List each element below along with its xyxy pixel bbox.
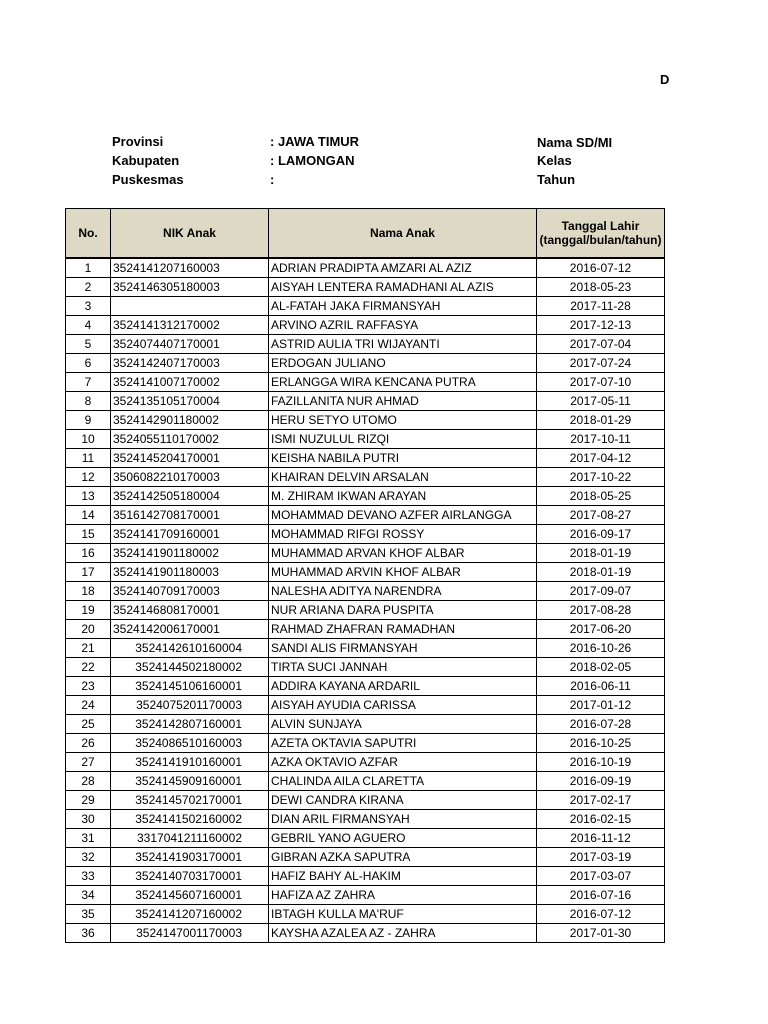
cell-nik: 3317041211160002	[111, 829, 269, 848]
table-row	[66, 411, 665, 430]
cell-nik: 3524141007170002	[111, 373, 269, 392]
table-row	[66, 278, 665, 297]
cell-name: CHALINDA AILA CLARETTA	[269, 772, 537, 791]
cell-nik: 3524055110170002	[111, 430, 269, 449]
cell-no: 36	[66, 924, 111, 943]
cell-dob: 2018-01-19	[537, 563, 665, 582]
cell-name: NALESHA ADITYA NARENDRA	[269, 582, 537, 601]
school-name-label: Nama SD/MI	[537, 135, 613, 150]
cell-name: NUR ARIANA DARA PUSPITA	[269, 601, 537, 620]
cell-nik: 3524145607160001	[111, 886, 269, 905]
cell-nik: 3524141207160002	[111, 905, 269, 924]
table-row	[66, 392, 665, 411]
cell-name: GEBRIL YANO AGUERO	[269, 829, 537, 848]
cell-dob: 2016-07-12	[537, 258, 665, 278]
cell-nik: 3524146808170001	[111, 601, 269, 620]
cell-no: 18	[66, 582, 111, 601]
cell-dob: 2017-12-13	[537, 316, 665, 335]
cell-no: 20	[66, 620, 111, 639]
cell-dob: 2017-04-12	[537, 449, 665, 468]
cell-dob: 2016-09-19	[537, 772, 665, 791]
cell-no: 13	[66, 487, 111, 506]
col-header-dob-title: Tanggal Lahir	[561, 219, 640, 233]
cell-dob: 2017-10-22	[537, 468, 665, 487]
table-row	[66, 373, 665, 392]
cell-nik: 3524141901180003	[111, 563, 269, 582]
cell-nik: 3524141709160001	[111, 525, 269, 544]
cell-dob: 2018-02-05	[537, 658, 665, 677]
cell-no: 29	[66, 791, 111, 810]
cell-nik: 3524146305180003	[111, 278, 269, 297]
cell-name: ERDOGAN JULIANO	[269, 354, 537, 373]
cell-nik: 3524140709170003	[111, 582, 269, 601]
table-row	[66, 297, 665, 316]
table-row	[66, 734, 665, 753]
cell-no: 1	[66, 258, 111, 278]
cell-nik: 3524075201170003	[111, 696, 269, 715]
cell-no: 8	[66, 392, 111, 411]
cell-dob: 2016-10-25	[537, 734, 665, 753]
cell-dob: 2016-06-11	[537, 677, 665, 696]
table-row	[66, 563, 665, 582]
cell-dob: 2017-09-07	[537, 582, 665, 601]
cell-name: RAHMAD ZHAFRAN RAMADHAN	[269, 620, 537, 639]
cell-nik: 3524145909160001	[111, 772, 269, 791]
table-row	[66, 316, 665, 335]
cell-no: 12	[66, 468, 111, 487]
table-row	[66, 449, 665, 468]
cell-no: 32	[66, 848, 111, 867]
table-row	[66, 829, 665, 848]
cell-no: 14	[66, 506, 111, 525]
cell-name: ALVIN SUNJAYA	[269, 715, 537, 734]
cell-no: 28	[66, 772, 111, 791]
table-row	[66, 924, 665, 943]
cell-no: 23	[66, 677, 111, 696]
cell-nik: 3524145106160001	[111, 677, 269, 696]
provinsi-value: : JAWA TIMUR	[270, 134, 360, 149]
cell-no: 17	[66, 563, 111, 582]
table-row	[66, 677, 665, 696]
cell-nik: 3524142610160004	[111, 639, 269, 658]
cell-no: 24	[66, 696, 111, 715]
cell-name: AZETA OKTAVIA SAPUTRI	[269, 734, 537, 753]
cell-nik: 3524142901180002	[111, 411, 269, 430]
cell-nik: 3524141502160002	[111, 810, 269, 829]
cell-name: HAFIZ BAHY AL-HAKIM	[269, 867, 537, 886]
cell-dob: 2016-07-28	[537, 715, 665, 734]
cell-name: GIBRAN AZKA SAPUTRA	[269, 848, 537, 867]
cell-no: 35	[66, 905, 111, 924]
cell-no: 2	[66, 278, 111, 297]
table-row	[66, 658, 665, 677]
table-row	[66, 601, 665, 620]
class-label: Kelas	[537, 153, 572, 168]
cell-name: ADDIRA KAYANA ARDARIL	[269, 677, 537, 696]
table-header-row	[66, 209, 665, 259]
table-row	[66, 886, 665, 905]
cell-nik: 3524141903170001	[111, 848, 269, 867]
table-row	[66, 487, 665, 506]
cell-dob: 2018-01-29	[537, 411, 665, 430]
cell-dob: 2016-10-19	[537, 753, 665, 772]
cell-no: 31	[66, 829, 111, 848]
col-header-dob-format: (tanggal/bulan/tahun)	[539, 233, 662, 247]
cell-dob: 2018-05-25	[537, 487, 665, 506]
col-header-no: No.	[66, 209, 111, 259]
cell-name: HAFIZA AZ ZAHRA	[269, 886, 537, 905]
col-header-nik: NIK Anak	[111, 209, 269, 259]
cell-name: DIAN ARIL FIRMANSYAH	[269, 810, 537, 829]
cell-no: 34	[66, 886, 111, 905]
cell-name: ARVINO AZRIL RAFFASYA	[269, 316, 537, 335]
table-row	[66, 639, 665, 658]
student-table	[65, 208, 665, 943]
cell-nik: 3524142006170001	[111, 620, 269, 639]
cell-no: 27	[66, 753, 111, 772]
cell-name: HERU SETYO UTOMO	[269, 411, 537, 430]
header-corner-mark: D	[660, 72, 670, 87]
cell-no: 10	[66, 430, 111, 449]
cell-dob: 2017-06-20	[537, 620, 665, 639]
col-header-name: Nama Anak	[269, 209, 537, 259]
cell-dob: 2016-10-26	[537, 639, 665, 658]
cell-name: AISYAH AYUDIA CARISSA	[269, 696, 537, 715]
cell-name: M. ZHIRAM IKWAN ARAYAN	[269, 487, 537, 506]
table-row	[66, 791, 665, 810]
table-row	[66, 430, 665, 449]
cell-nik: 3524145702170001	[111, 791, 269, 810]
cell-nik: 3524086510160003	[111, 734, 269, 753]
cell-name: ASTRID AULIA TRI WIJAYANTI	[269, 335, 537, 354]
table-row	[66, 772, 665, 791]
cell-no: 19	[66, 601, 111, 620]
puskesmas-value: :	[270, 172, 275, 187]
table-row	[66, 468, 665, 487]
cell-no: 4	[66, 316, 111, 335]
cell-name: AISYAH LENTERA RAMADHANI AL AZIS	[269, 278, 537, 297]
cell-no: 15	[66, 525, 111, 544]
table-row	[66, 258, 665, 278]
cell-nik: 3524142505180004	[111, 487, 269, 506]
cell-nik: 3524147001170003	[111, 924, 269, 943]
table-body	[66, 258, 665, 943]
cell-dob: 2017-10-11	[537, 430, 665, 449]
cell-name: ERLANGGA WIRA KENCANA PUTRA	[269, 373, 537, 392]
table-row	[66, 753, 665, 772]
cell-name: IBTAGH KULLA MA'RUF	[269, 905, 537, 924]
table-row	[66, 696, 665, 715]
cell-nik: 3524140703170001	[111, 867, 269, 886]
cell-nik: 3524074407170001	[111, 335, 269, 354]
cell-name: KAYSHA AZALEA AZ - ZAHRA	[269, 924, 537, 943]
kabupaten-value: : LAMONGAN	[270, 153, 355, 168]
cell-name: TIRTA SUCI JANNAH	[269, 658, 537, 677]
cell-nik: 3506082210170003	[111, 468, 269, 487]
table-row	[66, 506, 665, 525]
cell-nik: 3516142708170001	[111, 506, 269, 525]
cell-name: KEISHA NABILA PUTRI	[269, 449, 537, 468]
cell-no: 3	[66, 297, 111, 316]
cell-nik: 3524145204170001	[111, 449, 269, 468]
cell-nik	[111, 297, 269, 316]
cell-dob: 2017-01-12	[537, 696, 665, 715]
cell-dob: 2018-05-23	[537, 278, 665, 297]
cell-dob: 2017-07-04	[537, 335, 665, 354]
cell-no: 26	[66, 734, 111, 753]
cell-dob: 2016-11-12	[537, 829, 665, 848]
cell-no: 16	[66, 544, 111, 563]
table-row	[66, 335, 665, 354]
cell-dob: 2016-07-16	[537, 886, 665, 905]
cell-dob: 2017-07-10	[537, 373, 665, 392]
cell-name: AZKA OKTAVIO AZFAR	[269, 753, 537, 772]
table-row	[66, 810, 665, 829]
col-header-dob	[537, 209, 665, 259]
cell-name: FAZILLANITA NUR AHMAD	[269, 392, 537, 411]
table-row	[66, 715, 665, 734]
cell-name: DEWI CANDRA KIRANA	[269, 791, 537, 810]
cell-name: AL-FATAH JAKA FIRMANSYAH	[269, 297, 537, 316]
cell-name: SANDI ALIS FIRMANSYAH	[269, 639, 537, 658]
cell-no: 7	[66, 373, 111, 392]
table-row	[66, 525, 665, 544]
cell-dob: 2017-03-19	[537, 848, 665, 867]
cell-no: 25	[66, 715, 111, 734]
cell-nik: 3524135105170004	[111, 392, 269, 411]
cell-dob: 2016-09-17	[537, 525, 665, 544]
cell-dob: 2016-02-15	[537, 810, 665, 829]
cell-dob: 2017-02-17	[537, 791, 665, 810]
provinsi-label: Provinsi	[112, 134, 164, 149]
cell-no: 6	[66, 354, 111, 373]
cell-no: 22	[66, 658, 111, 677]
cell-dob: 2017-01-30	[537, 924, 665, 943]
cell-dob: 2018-01-19	[537, 544, 665, 563]
cell-dob: 2016-07-12	[537, 905, 665, 924]
cell-name: MOHAMMAD DEVANO AZFER AIRLANGGA	[269, 506, 537, 525]
cell-name: KHAIRAN DELVIN ARSALAN	[269, 468, 537, 487]
cell-no: 11	[66, 449, 111, 468]
cell-nik: 3524142407170003	[111, 354, 269, 373]
cell-dob: 2017-08-28	[537, 601, 665, 620]
table-row	[66, 867, 665, 886]
kabupaten-label: Kabupaten	[112, 153, 180, 168]
cell-nik: 3524141312170002	[111, 316, 269, 335]
table-row	[66, 354, 665, 373]
table-row	[66, 848, 665, 867]
table-row	[66, 620, 665, 639]
cell-name: ISMI NUZULUL RIZQI	[269, 430, 537, 449]
cell-nik: 3524144502180002	[111, 658, 269, 677]
cell-dob: 2017-05-11	[537, 392, 665, 411]
cell-nik: 3524141901180002	[111, 544, 269, 563]
year-label: Tahun	[537, 172, 576, 187]
cell-dob: 2017-03-07	[537, 867, 665, 886]
cell-no: 5	[66, 335, 111, 354]
cell-dob: 2017-11-28	[537, 297, 665, 316]
table-row	[66, 905, 665, 924]
cell-name: MOHAMMAD RIFGI ROSSY	[269, 525, 537, 544]
cell-dob: 2017-07-24	[537, 354, 665, 373]
cell-no: 33	[66, 867, 111, 886]
cell-name: MUHAMMAD ARVAN KHOF ALBAR	[269, 544, 537, 563]
table-row	[66, 544, 665, 563]
cell-nik: 3524141207160003	[111, 258, 269, 278]
cell-no: 30	[66, 810, 111, 829]
cell-nik: 3524142807160001	[111, 715, 269, 734]
cell-no: 21	[66, 639, 111, 658]
cell-nik: 3524141910160001	[111, 753, 269, 772]
cell-dob: 2017-08-27	[537, 506, 665, 525]
puskesmas-label: Puskesmas	[112, 172, 184, 187]
cell-name: ADRIAN PRADIPTA AMZARI AL AZIZ	[269, 258, 537, 278]
cell-no: 9	[66, 411, 111, 430]
cell-name: MUHAMMAD ARVIN KHOF ALBAR	[269, 563, 537, 582]
table-row	[66, 582, 665, 601]
